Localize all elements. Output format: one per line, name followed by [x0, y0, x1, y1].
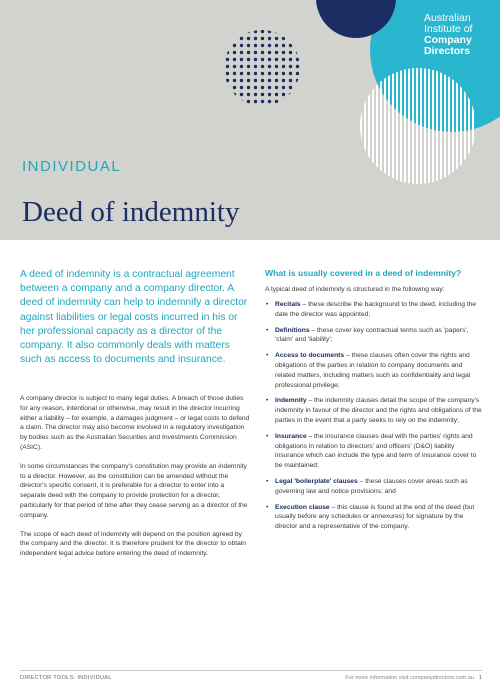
- section-intro: A typical deed of indemnity is structured in the following way:: [265, 286, 445, 294]
- logo-line: Directors: [424, 45, 471, 57]
- page-title: Deed of indemnity: [22, 196, 240, 228]
- footer-section-label: DIRECTOR TOOLS: INDIVIDUAL: [20, 675, 112, 681]
- logo-line: Australian: [424, 12, 471, 24]
- list-item-term: Legal 'boilerplate' clauses: [275, 477, 358, 485]
- list-item-text: – this clause is found at the end of the deed (but usually before any schedules or annexures) for signature by the director and a representative of the company.: [275, 503, 475, 531]
- list-item-text: – these describe the background to the deed, including the date the director was appointed;: [275, 301, 477, 318]
- list-item-text: – the indemnity clauses detail the scope of the company's indemnity in favour of the director and the rights and obligations of the parties in the event that a party seeks to rely on the indemnity;: [275, 397, 482, 424]
- section-heading: What is usually covered in a deed of indemnity?: [265, 268, 462, 278]
- header-banner: [0, 0, 500, 240]
- footer-info-link[interactable]: For more information visit companydirectors.com.au: [345, 675, 474, 681]
- list-item: [265, 477, 483, 497]
- body-paragraph: In some circumstances the company's constitution may provide an indemnity to a director. However, as the constitution can be amended without the director's specific consent, it is preferable for a director to enter into a separate deed with the company to provide protection for a director, particularly for that period of time after they cease serving as a director of the company.: [20, 462, 248, 519]
- list-item: [265, 351, 483, 390]
- footer-divider: [20, 670, 482, 671]
- aicd-logo: [424, 13, 494, 57]
- list-item: [265, 396, 483, 425]
- list-item-term: Recitals: [275, 301, 301, 308]
- body-paragraph: A company director is subject to many legal duties. A breach of those duties for any reason, intentional or otherwise, may result in the director incurring either a liability – for example, a damages judgment – or legal costs to defend a claim. The director may also become involved in a regulatory investigation by bodies such as the Australian Securities and Investments Commission (ASIC).: [20, 395, 250, 451]
- logo-line: Institute of: [424, 23, 473, 35]
- list-item-term: Access to documents: [275, 352, 345, 360]
- coverage-list: [265, 300, 483, 532]
- list-item-term: Indemnity: [275, 397, 307, 405]
- left-column: [20, 394, 252, 568]
- list-item-term: Insurance: [275, 432, 307, 440]
- list-item-text: – these clauses cover areas such as governing law and notice provisions; and: [275, 477, 468, 495]
- list-item-term: Definitions: [275, 326, 310, 334]
- list-item-term: Execution clause: [275, 503, 330, 511]
- list-item: [265, 432, 483, 471]
- right-column: [265, 268, 483, 538]
- list-item-text: – the insurance clauses deal with the parties' rights and obligations in relation to directors' and officers' (D&O) liability insurance which can include the type and term of insurance cover to be maintained;: [275, 432, 477, 470]
- list-item: [265, 300, 483, 320]
- body-paragraph: The scope of each deed of indemnity will depend on the position agreed by the company and the director. It is therefore prudent for the director to obtain independent legal advice before entering the deed of indemnity.: [20, 530, 247, 558]
- intro-paragraph: A deed of indemnity is a contractual agreement between a company and a company director. A deed of indemnity can help to indemnify a director against liabilities or legal costs incurred in his or her professional capacity as a director of the company. It also commonly deals with matters such as access to documents and insurance.: [20, 269, 248, 366]
- list-item: [265, 326, 483, 346]
- list-item-text: – these clauses often cover the rights and obligations of the parties in relation to company documents and related matters, including matters such as confidentiality and legal professional privilege;: [275, 352, 471, 389]
- page-footer: [0, 668, 500, 686]
- list-item: [265, 503, 483, 532]
- logo-line: Company: [424, 34, 472, 46]
- category-label: INDIVIDUAL: [22, 158, 122, 175]
- list-item-text: – these cover key contractual terms such as 'papers', 'claim' and 'liability';: [275, 326, 469, 344]
- page-number: 1: [478, 675, 482, 681]
